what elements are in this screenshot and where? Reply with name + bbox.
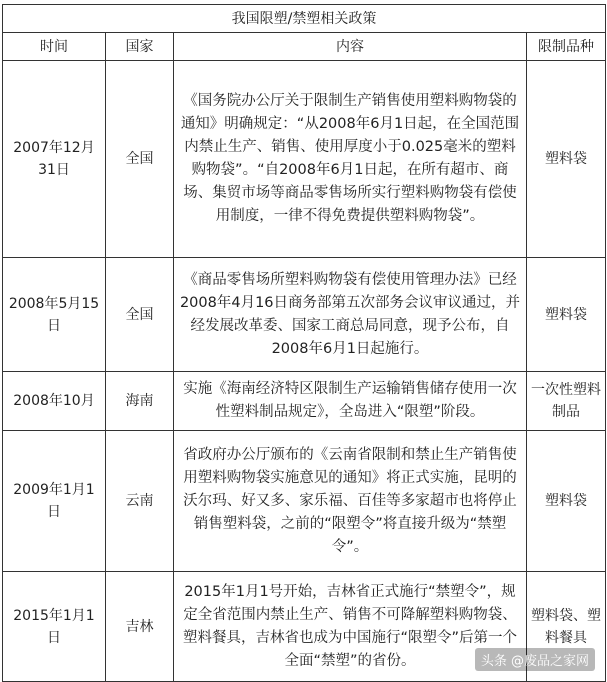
- cell-region: 全国: [106, 61, 174, 258]
- table-row: [3, 61, 606, 258]
- cell-items: 一次性塑料制品: [527, 372, 606, 431]
- cell-region: 全国: [106, 258, 174, 372]
- cell-time: 2007年12月31日: [3, 61, 106, 258]
- policy-table: [2, 4, 606, 682]
- cell-time: 2015年1月1日: [3, 572, 106, 682]
- table-row: [3, 431, 606, 572]
- cell-items: 塑料袋、塑料餐具: [527, 572, 606, 682]
- table-title: 我国限塑/禁塑相关政策: [3, 5, 606, 33]
- header-time: 时间: [3, 33, 106, 61]
- cell-content: 《商品零售场所塑料购物袋有偿使用管理办法》已经2008年4月16日商务部第五次部务会议审议通过，并经发展改革委、国家工商总局同意，现予公布，自2008年6月1日起施行。: [174, 258, 527, 372]
- cell-items: 塑料袋: [527, 61, 606, 258]
- cell-items: 塑料袋: [527, 431, 606, 572]
- cell-time: 2008年5月15日: [3, 258, 106, 372]
- cell-region: 吉林: [106, 572, 174, 682]
- cell-region: 云南: [106, 431, 174, 572]
- header-region: 国家: [106, 33, 174, 61]
- cell-content: 实施《海南经济特区限制生产运输销售储存使用一次性塑料制品规定》，全岛进入“限塑”阶段。: [174, 372, 527, 431]
- header-row: [3, 33, 606, 61]
- header-items: 限制品种: [527, 33, 606, 61]
- cell-content: 省政府办公厅颁布的《云南省限制和禁止生产销售使用塑料购物袋实施意见的通知》将正式实施，昆明的沃尔玛、好又多、家乐福、百佳等多家超市也将停止销售塑料袋，之前的“限塑令”将直接升级为“禁塑令”。: [174, 431, 527, 572]
- cell-content: 《国务院办公厅关于限制生产销售使用塑料购物袋的通知》明确规定：“从2008年6月1日起，在全国范围内禁止生产、销售、使用厚度小于0.025毫米的塑料购物袋”。“自2008年6月1日起，在所有超市、商场、集贸市场等商品零售场所实行塑料购物袋有偿使用制度，一律不得免费提供塑料购物袋”。: [174, 61, 527, 258]
- table-row: [3, 372, 606, 431]
- cell-time: 2008年10月: [3, 372, 106, 431]
- watermark: 头条 @废品之家网: [475, 648, 595, 671]
- cell-region: 海南: [106, 372, 174, 431]
- cell-content: 2015年1月1号开始，吉林省正式施行“禁塑令”，规定全省范围内禁止生产、销售不可降解塑料购物袋、塑料餐具，吉林省也成为中国施行“限塑令”后第一个全面“禁塑”的省份。: [174, 572, 527, 682]
- table-row: [3, 258, 606, 372]
- cell-items: 塑料袋: [527, 258, 606, 372]
- header-content: 内容: [174, 33, 527, 61]
- title-row: [3, 5, 606, 33]
- cell-time: 2009年1月1日: [3, 431, 106, 572]
